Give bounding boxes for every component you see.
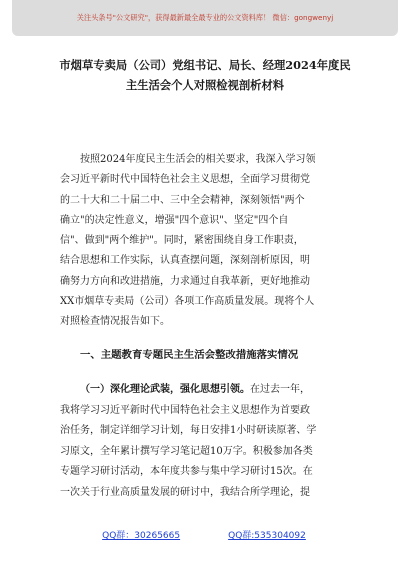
intro-line: 按照2024年度民主生活会的相关要求，我深入学习领 [80,154,316,165]
intro-line: 对照检查情况报告如下。 [60,316,170,328]
qq-group-link-2[interactable]: QQ群:535304092 [228,531,306,541]
subsection-first-line [60,380,360,401]
intro-line: XX市烟草专卖局（公司）各项工作高质量发展。现将个人 [60,296,315,308]
subsection-line-rest: 在过去一年， [250,384,310,395]
subsection-lead: （一）深化理论武装，强化思想引领。 [80,384,250,395]
title-line-1: 市烟草专卖局（公司）党组书记、局长、经理2024年度民 [59,58,351,72]
intro-line: 的二十大和二十届二中、三中全会精神，深刻领悟"两个 [60,194,305,206]
subsection-line: 一次关于行业高质量发展的研讨中，我结合所学理论，提 [60,486,310,498]
top-banner [12,0,398,36]
subsection-line: 治任务，制定详细学习计划，每日安排1小时研读原著、学 [60,425,317,436]
title-line-2: 主生活会个人对照检视剖析材料 [125,78,285,92]
intro-line: 会习近平新时代中国特色社会主义思想，全面学习贯彻党 [60,174,310,186]
subsection-line: 习原文，全年累计撰写学习笔记超10万字。积极参加各类 [60,445,313,457]
document-title [40,55,370,95]
subsection-paragraph [60,380,360,503]
intro-line: 确立"的决定性意义，增强"四个意识"、坚定"四个自 [60,214,289,226]
intro-line: 结合思想和工作实际，认真查摆问题，深刻剖析原因，明 [60,255,310,267]
banner-text: 关注头条号"公文研究"，获得最新最全最专业的公文资料库！ 微信：gongwenyj [76,13,334,22]
intro-line: 确努力方向和改进措施，力求通过自我革新，更好地推动 [60,275,310,287]
qq-group-link-1[interactable]: QQ群：30265665 [102,531,181,541]
intro-line: 信"、做到"两个维护"。同时，紧密围绕自身工作职责， [60,235,304,247]
section-heading-1: 一、主题教育专题民主生活会整改措施落实情况 [80,349,299,361]
footer [0,528,408,548]
intro-paragraph [60,150,360,333]
subsection-line: 专题学习研讨活动，本年度共参与集中学习研讨15次。在 [60,466,313,477]
subsection-line: 我将学习习近平新时代中国特色社会主义思想作为首要政 [60,404,310,416]
